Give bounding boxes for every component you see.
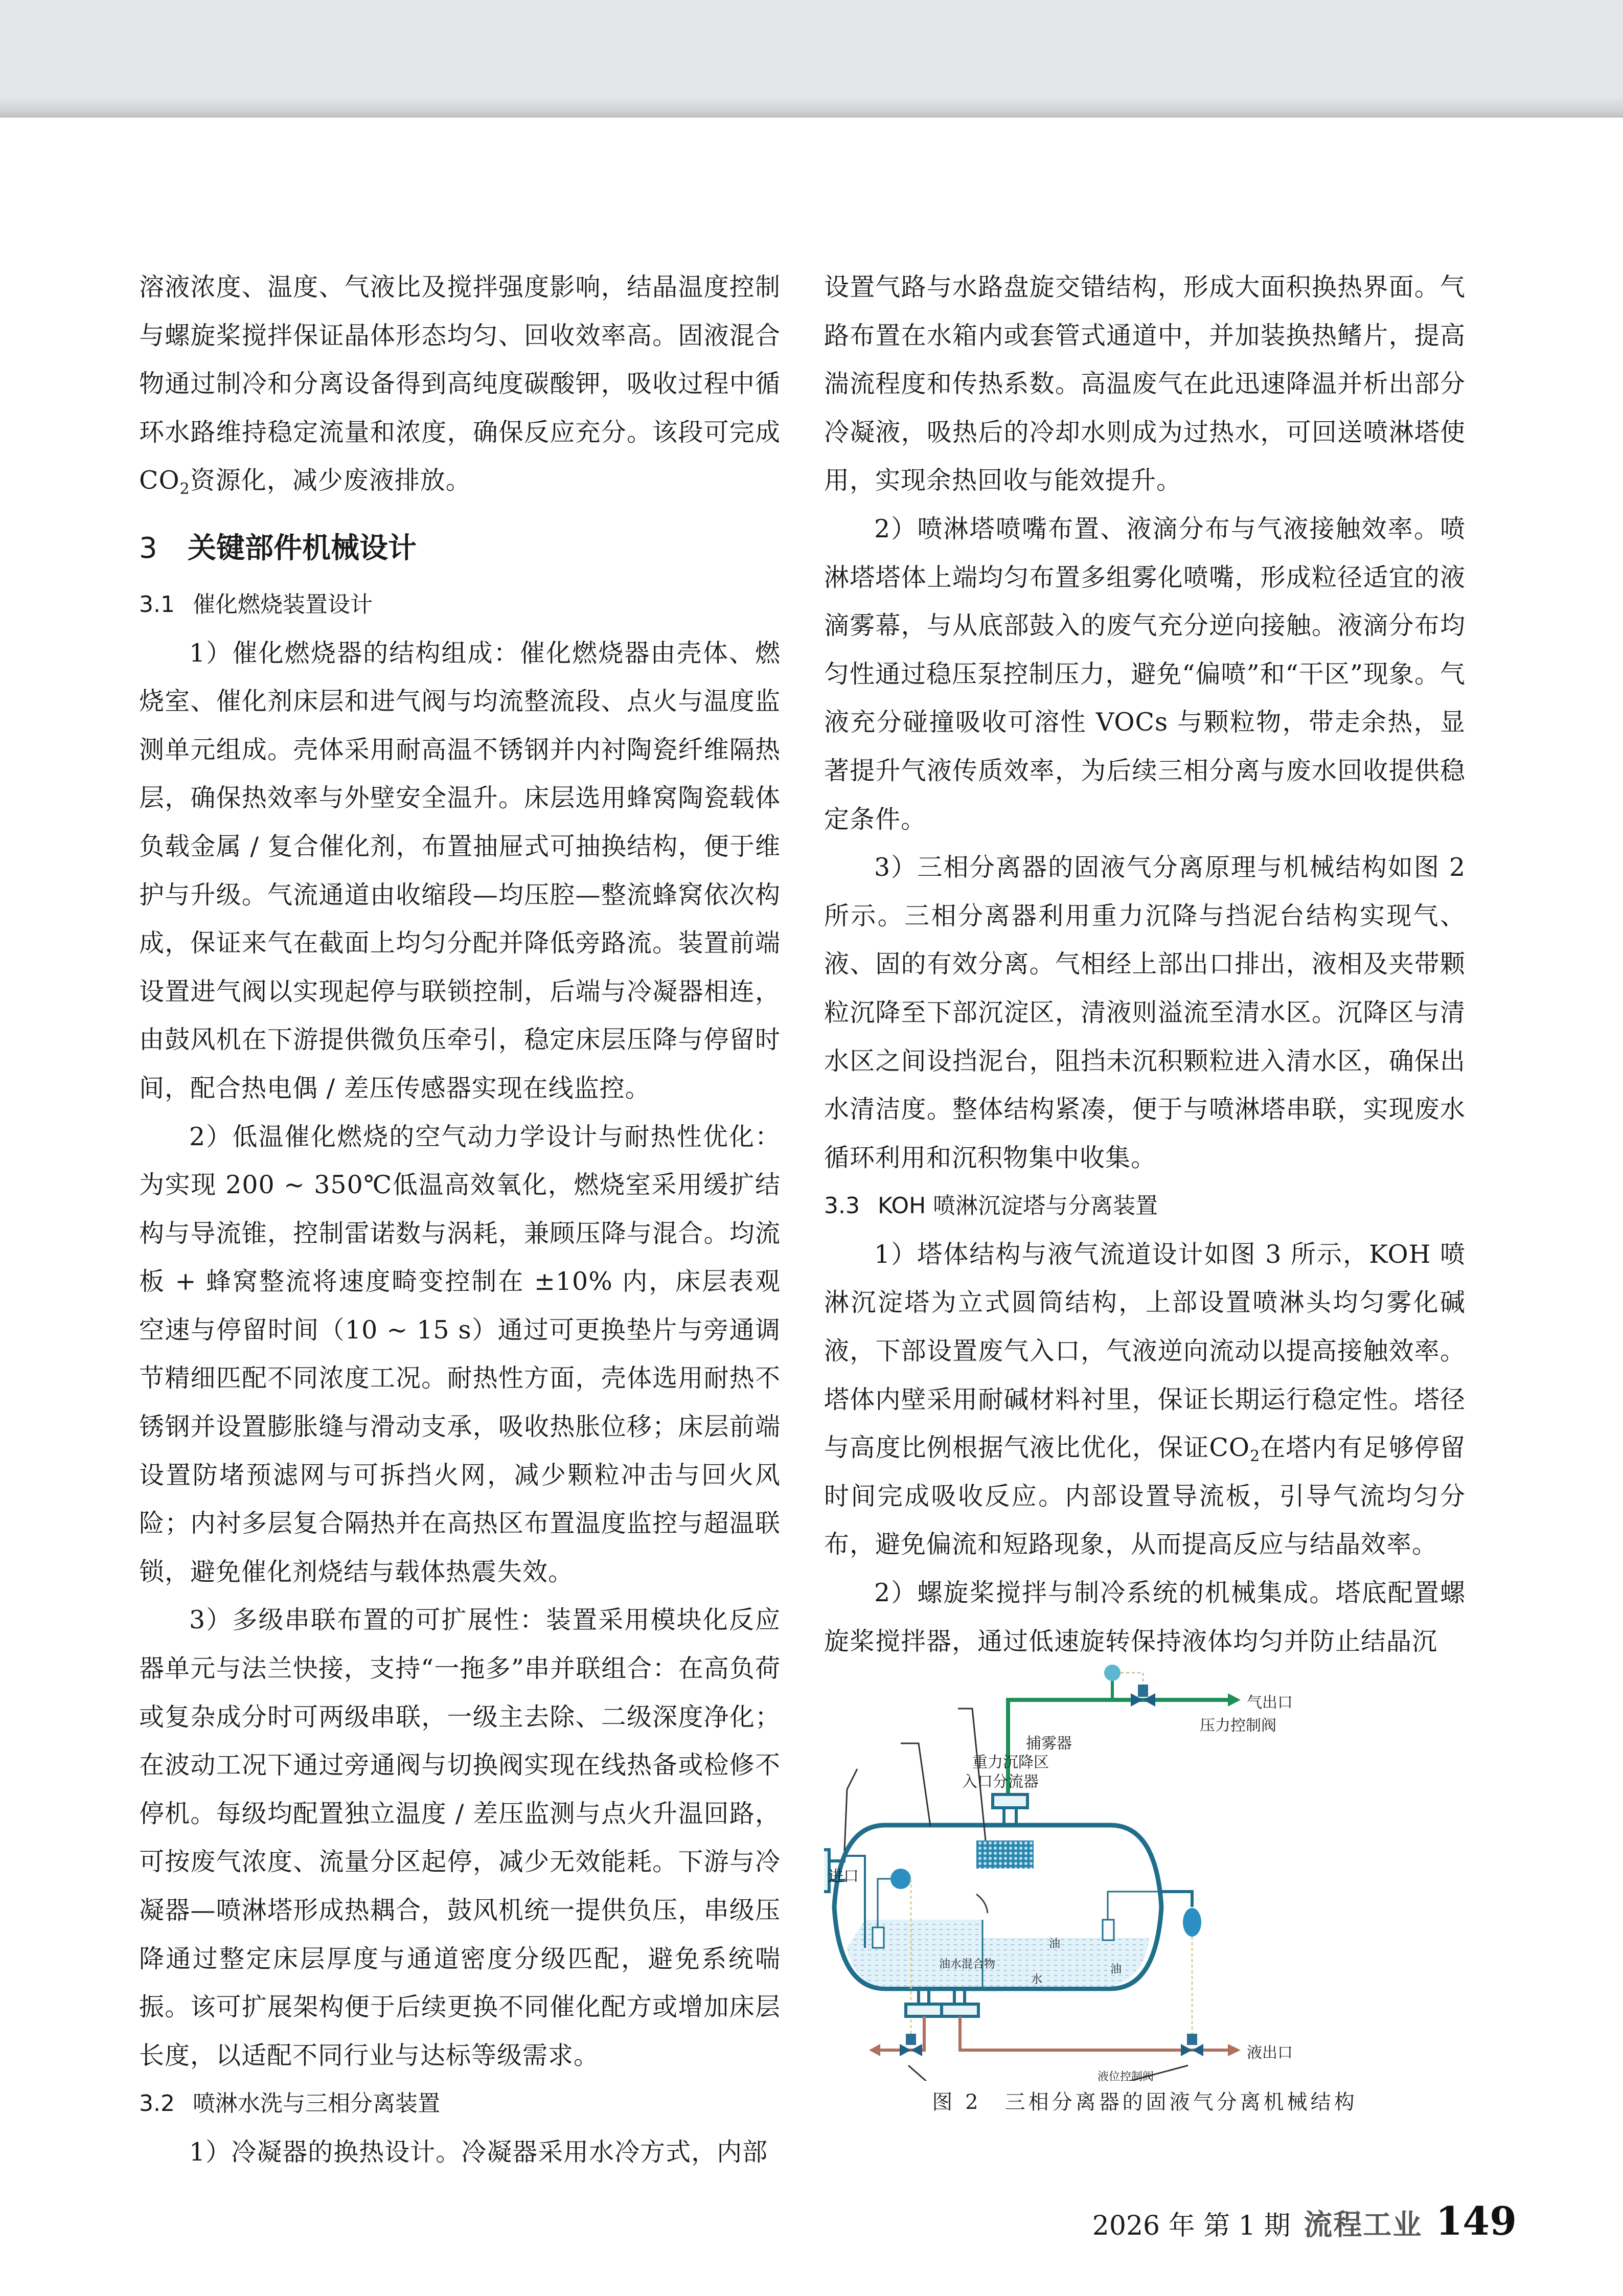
co2-subscript: 2 [1250, 1447, 1261, 1466]
co2-formula: CO [139, 466, 180, 495]
subsection-heading-3-3 [824, 1182, 1466, 1231]
paragraph-3-1-2: 2）低温催化燃烧的空气动力学设计与耐热性优化：为实现 200 ~ 350℃低温高效氧化，燃烧室采用缓扩结构与导流锥，控制雷诺数与涡耗，兼顾压降与混合。均流板 + 蜂窝整流将速度畸变控制在 ±10% 内，床层表观空速与停留时间（10 ~ 15 s）通过可更换垫片与旁通调节精细匹配不同浓度工况。耐热性方面，壳体选用耐热不锈钢并设置膨胀缝与滑动支承，吸收热胀位移；床层前端设置防堵预滤网与可拆挡火网，减少颗粒冲击与回火风险；内衬多层复合隔热并在高热区布置温度监控与超温联锁，避免催化剂烧结与载体热震失效。 [139, 1122, 781, 1586]
paragraph-3-2-3: 3）三相分离器的固液气分离原理与机械结构如图 2 所示。三相分离器利用重力沉降与挡泥台结构实现气、液、固的有效分离。气相经上部出口排出，液相及夹带颗粒沉降至下部沉淀区，清液则溢流至清水区。沉降区与清水区之间设挡泥台，阻挡未沉积颗粒进入清水区，确保出水清洁度。整体结构紧凑，便于与喷淋塔串联，实现废水循环利用和沉积物集中收集。 [824, 853, 1466, 1172]
page-number: 149 [1435, 2198, 1517, 2244]
pressure-sensor-icon [1104, 1665, 1121, 1681]
label-liquid-outlet: 液出口 [1247, 2044, 1293, 2062]
label-demister: 捕雾器 [1026, 1735, 1072, 1753]
label-oil-lower: 油 [1110, 1963, 1122, 1976]
label-gas-outlet: 气出口 [1247, 1694, 1293, 1712]
paragraph-text: 1）塔体结构与液气流道设计如图 3 所示，KOH 喷淋沉淀塔为立式圆筒结构，上部设置喷淋头均匀雾化碱液，下部设置废气入口，气液逆向流动以提高接触效率。塔体内壁采用耐碱材料衬里，保证长期运行稳定性。塔径与高度比例根据气液比优化，保证 [824, 1239, 1466, 1463]
demister-nozzle [993, 1794, 1027, 1824]
intro-paragraph [139, 263, 781, 505]
separator-diagram [824, 1662, 1466, 2081]
subsection-number: 3.3 [824, 1193, 860, 1219]
liquid-outlet-line [960, 2016, 1228, 2050]
label-oil-upper: 油 [1049, 1938, 1061, 1950]
intro-text: 溶液浓度、温度、气液比及搅拌强度影响，结晶温度控制与螺旋桨搅拌保证晶体形态均匀、回收效率高。固液混合物通过制冷和分离设备得到高纯度碳酸钾，吸收过程中循环水路维持稳定流量和浓度，确保反应充分。该段可完成 [139, 272, 781, 447]
journal-name: 流程工业 [1304, 2208, 1423, 2242]
level-float-icon [890, 1869, 911, 1889]
leader-line [977, 2065, 1188, 2081]
paragraph-3-3-2: 2）螺旋桨搅拌与制冷系统的机械集成。塔底配置螺旋桨搅拌器，通过低速旋转保持液体均匀并防止结晶沉 [824, 1578, 1466, 1656]
co2-formula: CO [1209, 1433, 1250, 1463]
subsection-title: KOH 喷淋沉淀塔与分离装置 [878, 1193, 1158, 1219]
leader-line [901, 1743, 930, 1826]
paragraph-3-2-1-continued: 设置气路与水路盘旋交错结构，形成大面积换热界面。气路布置在水箱内或套管式通道中，并加装换热鳍片，提高湍流程度和传热系数。高温废气在此迅速降温并析出部分冷凝液，吸热后的冷却水则成为过热水，可回送喷淋塔使用，实现余热回收与能效提升。 [824, 272, 1466, 495]
page-footer [1092, 2198, 1517, 2244]
subsection-number: 3.2 [139, 2090, 175, 2117]
label-inlet-diverter: 入口分流器 [962, 1773, 1039, 1791]
oil-zone [982, 1938, 1149, 1987]
section-number: 3 [139, 531, 157, 565]
label-pressure-control-valve: 压力控制阀 [1200, 1717, 1276, 1735]
paragraph-3-1-3: 3）多级串联布置的可扩展性：装置采用模块化反应器单元与法兰快接，支持“一拖多”串并联组合：在高负荷或复杂成分时可两级串联，一级主去除、二级深度净化；在波动工况下通过旁通阀与切换阀实现在线热备或检修不停机。每级均配置独立温度 / 差压监测与点火升温回路，可按废气浓度、流量分区起停，减少无效能耗。下游与冷凝器—喷淋塔形成热耦合，鼓风机统一提供负压，串级压降通过整定床层厚度与通道密度分级匹配，避免系统喘振。该可扩展架构便于后续更换不同催化配方或增加床层长度，以适配不同行业与达标等级需求。 [139, 1605, 781, 2070]
oil-level-line [1161, 1892, 1192, 1907]
subsection-title: 催化燃烧装置设计 [193, 591, 373, 618]
right-column [824, 263, 1466, 1666]
subsection-heading-3-1 [139, 581, 781, 629]
paragraph-text: 在塔内有足够停留时间完成吸收反应。内部设置导流板，引导气流均匀分布，避免偏流和短路现象，从而提高反应与结晶效率。 [824, 1433, 1466, 1559]
leader-line [908, 2065, 972, 2081]
page-header-band [0, 0, 1623, 118]
subsection-number: 3.1 [139, 591, 175, 618]
level-transmitter-icon [1183, 1908, 1201, 1937]
oil-outlet-nozzle [942, 1989, 978, 2016]
paragraph-3-2-1-start: 1）冷凝器的换热设计。冷凝器采用水冷方式，内部 [189, 2137, 768, 2167]
subsection-heading-3-2 [139, 2080, 781, 2128]
demister-pad [976, 1840, 1034, 1869]
level-control-valve-left-icon [900, 2034, 922, 2056]
label-oil-water-mixture: 油水混合物 [939, 1958, 996, 1971]
label-inlet: 进口 [828, 1868, 859, 1885]
figure-caption: 图 2 三相分离器的固液气分离机械结构 [932, 2090, 1358, 2114]
paragraph-3-3-1 [824, 1231, 1466, 1569]
intro-tail: 资源化，减少废液排放。 [190, 466, 471, 495]
figure-three-phase-separator [824, 1662, 1466, 2122]
section-heading-3 [139, 505, 781, 581]
left-column [139, 263, 781, 2177]
subsection-title: 喷淋水洗与三相分离装置 [193, 2090, 440, 2117]
co2-subscript: 2 [179, 480, 190, 498]
level-control-valve-right-icon [1181, 2034, 1203, 2056]
paragraph-3-1-1: 1）催化燃烧器的结构组成：催化燃烧器由壳体、燃烧室、催化剂床层和进气阀与均流整流段、点火与温度监测单元组成。壳体采用耐高温不锈钢并内衬陶瓷纤维隔热层，确保热效率与外壁安全温升。床层选用蜂窝陶瓷载体负载金属 / 复合催化剂，布置抽屉式可抽换结构，便于维护与升级。气流通道由收缩段—均压腔—整流蜂窝依次构成，保证来气在截面上均匀分配并降低旁路流。装置前端设置进气阀以实现起停与联锁控制，后端与冷凝器相连，由鼓风机在下游提供微负压牵引，稳定床层压降与停留时间，配合热电偶 / 差压传感器实现在线监控。 [139, 638, 781, 1103]
pressure-control-valve-icon [1131, 1685, 1155, 1707]
label-level-control-valve: 液位控制阀 [1098, 2071, 1154, 2083]
label-water: 水 [1031, 1973, 1043, 1986]
water-outlet-line [880, 2016, 924, 2050]
oil-water-mixture-zone [847, 1920, 982, 1987]
label-gravity-settling-zone: 重力沉降区 [972, 1754, 1049, 1771]
issue-info: 2026 年 第 1 期 [1092, 2211, 1291, 2241]
paragraph-3-2-2: 2）喷淋塔喷嘴布置、液滴分布与气液接触效率。喷淋塔塔体上端均匀布置多组雾化喷嘴，形成粒径适宜的液滴雾幕，与从底部鼓入的废气充分逆向接触。液滴分布均匀性通过稳压泵控制压力，避免“偏喷”和“干区”现象。气液充分碰撞吸收可溶性 VOCs 与颗粒物，带走余热，显著提升气液传质效率，为后续三相分离与废水回收提供稳定条件。 [824, 514, 1466, 834]
section-title: 关键部件机械设计 [188, 531, 417, 565]
